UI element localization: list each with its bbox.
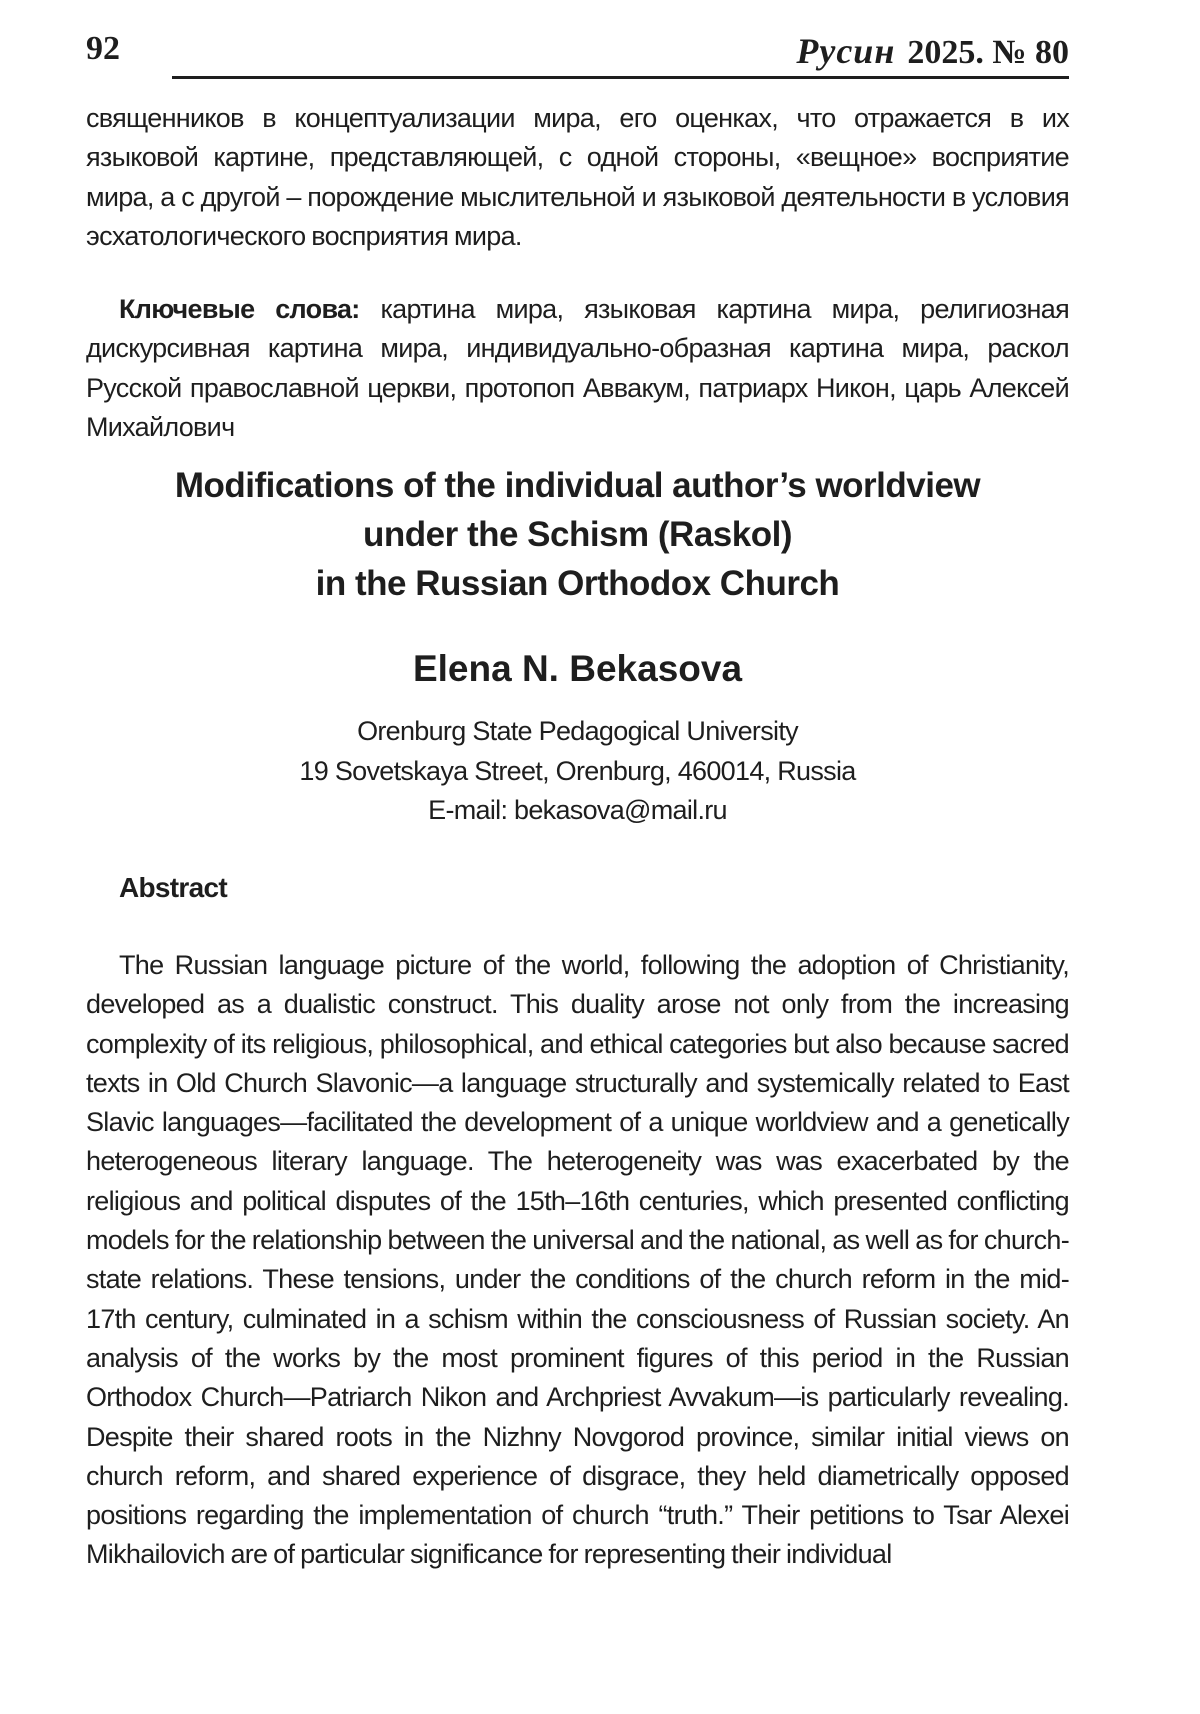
abstract-text: The Russian language picture of the world, following the adoption of Christianity, developed as a dualistic construct. This duality arose not only from the increasing complexity of its religious, philosophical, and ethical categories but also because sacred texts in Old Church Slavonic—a language structurally and systemically related to East Slavic languages—facilitated the development of a unique worldview and a genetically heterogeneous literary language. The heterogeneity was was exacerbated by the religious and political disputes of the 15th–16th centuries, which presented conflicting models for the relationship between the universal and the national, as well as for church-state relations. These tensions, under the conditions of the church reform in the mid-17th century, culminated in a schism within the consciousness of Russian society. An analysis of the works by the most prominent figures of this period in the Russian Orthodox Church—Patriarch Nikon and Archpriest Avvakum—is particularly revealing. Despite their shared roots in the Nizhny Novgorod province, similar initial views on church reform, and shared experience of disgrace, they held diametrically opposed positions regarding the implementation of church “truth.” Their petitions to Tsar Alexei Mikhailovich are of particular significance for representing their individual [86,950,1069,1570]
russian-abstract-continuation: священников в концептуализации мира, его оценках, что отражается в их языковой картине, представляющей, с одной стороны, «вещное» восприятие мира, а с другой – порождение мыслительной и языковой деятельности в условия эсхатологического восприятия мира. [86,103,1069,251]
affiliation-university: Orenburg State Pedagogical University [357,716,798,746]
author-affiliation [86,712,1069,831]
title-line: under the Schism (Raskol) [363,515,792,554]
affiliation-email: E-mail: bekasova@mail.ru [428,795,727,825]
page-number: 92 [86,30,120,67]
affiliation-address: 19 Sovetskaya Street, Orenburg, 460014, Russia [299,755,856,786]
title-line: Modifications of the individual author’s worldview [174,466,981,505]
journal-logo: Русин [796,31,896,71]
keywords-text: картина мира, языковая картина мира, религиозная дискурсивная картина мира, индивидуально-образная картина мира, раскол Русской православной церкви, протопоп Аввакум, патриарх Никон, царь Алексей Михайлович [86,294,1069,442]
journal-issue: 2025. № 80 [907,34,1069,71]
author-name: Elena N. Bekasova [412,648,743,689]
keywords-paragraph [86,290,1069,447]
page-header [86,24,1069,80]
article-title [86,461,1069,608]
keywords-label: Ключевые слова: [119,294,360,324]
header-rule [172,76,1069,79]
title-line: in the Russian Orthodox Church [315,564,840,603]
journal-title [796,30,1069,72]
abstract-heading: Abstract [119,872,227,903]
